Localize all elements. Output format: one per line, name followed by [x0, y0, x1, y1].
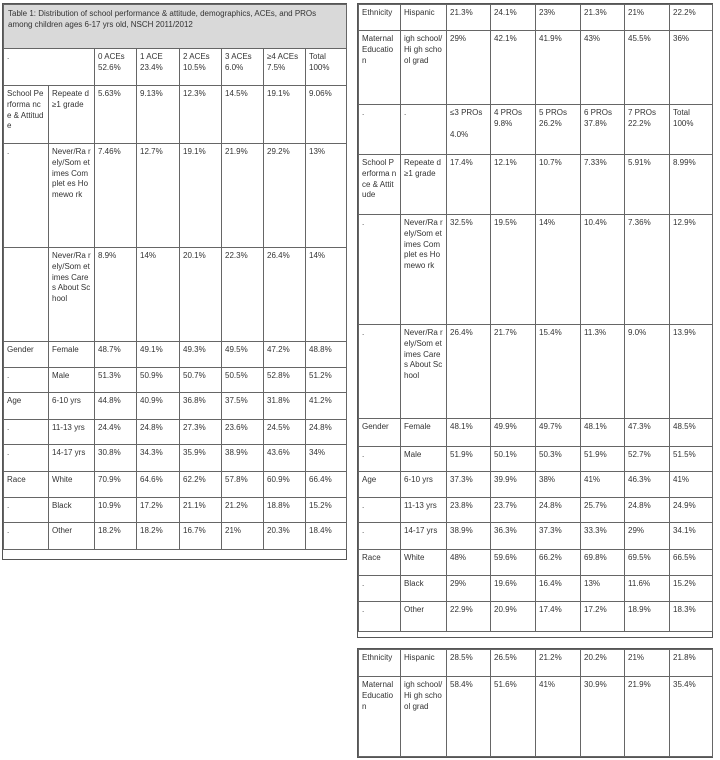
table-cell: 45.5% [625, 31, 670, 105]
table-cell: 41.9% [536, 31, 581, 105]
table-cell: 21.1% [180, 498, 222, 523]
table-cell: 36.8% [180, 393, 222, 420]
table-cell: 19.1% [180, 144, 222, 248]
table-cell: 13% [581, 576, 625, 602]
table-cell: 49.9% [491, 419, 536, 447]
table-cell: 24.4% [95, 420, 137, 445]
table-cell: 48.7% [95, 342, 137, 368]
table-cell: 21.8% [670, 650, 713, 677]
table-cell: 66.4% [306, 472, 347, 498]
row-group-label: . [359, 523, 401, 550]
table-cell: 7.36% [625, 215, 670, 325]
table-cell: 51.5% [670, 447, 713, 472]
row-group-label: . [4, 445, 49, 472]
table-cell: 28.5% [447, 650, 491, 677]
row-group-label: Gender [4, 342, 49, 368]
table-cell: 37.3% [536, 523, 581, 550]
row-group-label: . [4, 523, 49, 550]
table-cell: 69.5% [625, 550, 670, 576]
row-item-label: 11-13 yrs [401, 498, 447, 523]
table-cell: 51.2% [306, 368, 347, 393]
table-cell: 62.2% [180, 472, 222, 498]
table-cell: 23.7% [491, 498, 536, 523]
table-cell: 50.9% [137, 368, 180, 393]
table-row [4, 420, 347, 445]
row-group-label: Ethnicity [359, 5, 401, 31]
row-group-label: . [359, 498, 401, 523]
row-item-label: 6-10 yrs [401, 472, 447, 498]
ace-table [3, 4, 347, 550]
row-item-label: White [49, 472, 95, 498]
row-item-label: Female [49, 342, 95, 368]
header-col-5: Total 100% [670, 105, 713, 155]
row-item-label: Never/Ra rely/Som etimes Cares About School [49, 248, 95, 342]
table-cell: 12.1% [491, 155, 536, 215]
table-cell: 21.9% [222, 144, 264, 248]
table-cell: 51.6% [491, 677, 536, 757]
table-cell: 7.33% [581, 155, 625, 215]
table-cell: 21.9% [625, 677, 670, 757]
table-cell: 43% [581, 31, 625, 105]
table-cell: 38% [536, 472, 581, 498]
table-row [4, 393, 347, 420]
row-item-label: Repeate d ≥1 grade [49, 86, 95, 144]
table-cell: 24.8% [625, 498, 670, 523]
row-group-label: . [4, 368, 49, 393]
table-cell: 18.2% [137, 523, 180, 550]
header-col-1: 1 ACE 23.4% [137, 49, 180, 86]
table-cell: 20.9% [491, 602, 536, 632]
table-cell: 44.8% [95, 393, 137, 420]
table-cell: 29% [447, 31, 491, 105]
table-row [4, 86, 347, 144]
table-cell: 48.5% [670, 419, 713, 447]
header-col-4: 7 PROs 22.2% [625, 105, 670, 155]
table-cell: 8.99% [670, 155, 713, 215]
header-col-4: ≥4 ACEs 7.5% [264, 49, 306, 86]
table-cell: 24.8% [306, 420, 347, 445]
table-row [359, 155, 713, 215]
table-cell: 43.6% [264, 445, 306, 472]
table-cell: 23.8% [447, 498, 491, 523]
table-cell: 20.2% [581, 650, 625, 677]
table-cell: 38.9% [447, 523, 491, 550]
table-cell: 14% [306, 248, 347, 342]
table-cell: 48% [447, 550, 491, 576]
table-cell: 21.2% [222, 498, 264, 523]
row-group-label: . [359, 447, 401, 472]
table-cell: 10.7% [536, 155, 581, 215]
table-row [4, 368, 347, 393]
table-cell: 23.6% [222, 420, 264, 445]
table-cell: 50.1% [491, 447, 536, 472]
row-group-label: . [359, 325, 401, 419]
row-group-label: . [4, 498, 49, 523]
table-cell: 34.3% [137, 445, 180, 472]
header-col-5: Total 100% [306, 49, 347, 86]
table-cell: 21.3% [581, 5, 625, 31]
table-cell: 19.1% [264, 86, 306, 144]
header-col-1: 4 PROs 9.8% [491, 105, 536, 155]
table-cell: 20.1% [180, 248, 222, 342]
table-row [359, 447, 713, 472]
table-header-row [359, 105, 713, 155]
table-cell: 48.1% [447, 419, 491, 447]
row-item-label: igh school/Hi gh school grad [401, 31, 447, 105]
header-stub: . [359, 105, 401, 155]
table-row [4, 523, 347, 550]
header-stub-2: . [401, 105, 447, 155]
row-item-label: Never/Ra rely/Som etimes Cares About School [401, 325, 447, 419]
table-cell: 48.1% [581, 419, 625, 447]
table-cell: 41% [581, 472, 625, 498]
table-cell: 29.2% [264, 144, 306, 248]
table-cell: 66.2% [536, 550, 581, 576]
table-cell: 41% [670, 472, 713, 498]
table-row [359, 31, 713, 105]
table-cell: 23% [536, 5, 581, 31]
table-cell: 70.9% [95, 472, 137, 498]
table-cell: 12.7% [137, 144, 180, 248]
table-cell: 50.3% [536, 447, 581, 472]
row-item-label: Male [49, 368, 95, 393]
table-cell: 15.4% [536, 325, 581, 419]
table-cell: 69.8% [581, 550, 625, 576]
table-cell: 26.5% [491, 650, 536, 677]
row-item-label: Never/Ra rely/Som etimes Complet es Homewo rk [401, 215, 447, 325]
header-col-2: 5 PROs 26.2% [536, 105, 581, 155]
table-cell: 15.2% [306, 498, 347, 523]
row-group-label: . [359, 576, 401, 602]
table-cell: 50.5% [222, 368, 264, 393]
table-cell: 16.4% [536, 576, 581, 602]
table-cell: 18.8% [264, 498, 306, 523]
table-cell: 36% [670, 31, 713, 105]
table-cell: 12.3% [180, 86, 222, 144]
table-cell: 29% [625, 523, 670, 550]
header-col-0: 0 ACEs 52.6% [95, 49, 137, 86]
table-header-row [4, 49, 347, 86]
table-row [359, 5, 713, 31]
header-col-2: 2 ACEs 10.5% [180, 49, 222, 86]
table-row [4, 472, 347, 498]
table-caption: Table 1: Distribution of school performance & attitude, demographics, ACEs, and PROs among children ages 6-17 yrs old, NSCH 2011/2012 [4, 5, 347, 49]
table-cell: 14.5% [222, 86, 264, 144]
row-group-label: Age [359, 472, 401, 498]
row-item-label: Black [49, 498, 95, 523]
header-col-3: 6 PROs 37.8% [581, 105, 625, 155]
row-item-label: White [401, 550, 447, 576]
table-cell: 38.9% [222, 445, 264, 472]
row-group-label: . [359, 602, 401, 632]
header-stub: . [4, 49, 95, 86]
table-cell: 50.7% [180, 368, 222, 393]
table-row [359, 498, 713, 523]
row-group-label: . [4, 144, 49, 248]
table-cell: 14% [536, 215, 581, 325]
table-cell: 26.4% [447, 325, 491, 419]
row-group-label: School Performa nce & Attitude [359, 155, 401, 215]
table-cell: 35.9% [180, 445, 222, 472]
table-row [359, 325, 713, 419]
table-row [359, 419, 713, 447]
header-col-0: ≤3 PROs 4.0% [447, 105, 491, 155]
table-cell: 9.13% [137, 86, 180, 144]
row-item-label: Hispanic [401, 5, 447, 31]
header-col-3: 3 ACEs 6.0% [222, 49, 264, 86]
table-cell: 58.4% [447, 677, 491, 757]
row-item-label: Repeate d ≥1 grade [401, 155, 447, 215]
table-cell: 49.5% [222, 342, 264, 368]
table-cell: 10.4% [581, 215, 625, 325]
table-row [359, 650, 713, 677]
table-cell: 13.9% [670, 325, 713, 419]
row-group-label: Maternal Educatio n [359, 31, 401, 105]
table-cell: 7.46% [95, 144, 137, 248]
row-item-label: 11-13 yrs [49, 420, 95, 445]
table-cell: 21% [625, 5, 670, 31]
row-item-label: Male [401, 447, 447, 472]
table-cell: 37.3% [447, 472, 491, 498]
table-cell: 30.9% [581, 677, 625, 757]
table-cell: 25.7% [581, 498, 625, 523]
table-cell: 15.2% [670, 576, 713, 602]
table-cell: 18.2% [95, 523, 137, 550]
table-cell: 39.9% [491, 472, 536, 498]
table-row [4, 144, 347, 248]
table-cell: 8.9% [95, 248, 137, 342]
row-group-label [4, 248, 49, 342]
pro-table-continued [358, 649, 713, 757]
table-cell: 19.5% [491, 215, 536, 325]
table-cell: 48.8% [306, 342, 347, 368]
table-cell: 5.63% [95, 86, 137, 144]
table-cell: 24.9% [670, 498, 713, 523]
pro-table-panel [357, 3, 713, 638]
table-cell: 46.3% [625, 472, 670, 498]
table-cell: 34.1% [670, 523, 713, 550]
table-cell: 16.7% [180, 523, 222, 550]
row-group-label: Age [4, 393, 49, 420]
table-cell: 37.5% [222, 393, 264, 420]
table-cell: 66.5% [670, 550, 713, 576]
table-cell: 34% [306, 445, 347, 472]
row-item-label: Never/Ra rely/Som etimes Complet es Homewo rk [49, 144, 95, 248]
row-group-label: . [4, 420, 49, 445]
table-cell: 20.3% [264, 523, 306, 550]
table-row [359, 523, 713, 550]
table-cell: 24.1% [491, 5, 536, 31]
table-row [4, 248, 347, 342]
table-cell: 22.2% [670, 5, 713, 31]
table-cell: 24.8% [137, 420, 180, 445]
table-cell: 33.3% [581, 523, 625, 550]
table-cell: 42.1% [491, 31, 536, 105]
table-cell: 17.4% [447, 155, 491, 215]
pro-table-continued-panel [357, 648, 713, 758]
table-cell: 21.7% [491, 325, 536, 419]
table-row [359, 550, 713, 576]
row-item-label: igh school/Hi gh school grad [401, 677, 447, 757]
table-cell: 51.3% [95, 368, 137, 393]
table-cell: 49.3% [180, 342, 222, 368]
table-row [4, 445, 347, 472]
table-cell: 22.9% [447, 602, 491, 632]
table-cell: 21.3% [447, 5, 491, 31]
table-cell: 22.3% [222, 248, 264, 342]
table-row [359, 215, 713, 325]
table-cell: 41.2% [306, 393, 347, 420]
table-cell: 35.4% [670, 677, 713, 757]
row-group-label: Race [359, 550, 401, 576]
table-cell: 12.9% [670, 215, 713, 325]
table-cell: 51.9% [581, 447, 625, 472]
row-item-label: Other [49, 523, 95, 550]
table-cell: 60.9% [264, 472, 306, 498]
table-cell: 17.2% [137, 498, 180, 523]
table-cell: 26.4% [264, 248, 306, 342]
table-cell: 10.9% [95, 498, 137, 523]
table-cell: 14% [137, 248, 180, 342]
table-cell: 21.2% [536, 650, 581, 677]
table-cell: 52.8% [264, 368, 306, 393]
ace-table-panel [2, 3, 347, 560]
row-item-label: Black [401, 576, 447, 602]
row-group-label: Race [4, 472, 49, 498]
table-row [4, 342, 347, 368]
table-row [359, 472, 713, 498]
table-cell: 18.4% [306, 523, 347, 550]
table-cell: 24.5% [264, 420, 306, 445]
table-cell: 49.7% [536, 419, 581, 447]
row-group-label: Maternal Educatio n [359, 677, 401, 757]
row-group-label: School Performa nce & Attitude [4, 86, 49, 144]
table-cell: 32.5% [447, 215, 491, 325]
table-cell: 21% [222, 523, 264, 550]
table-cell: 52.7% [625, 447, 670, 472]
table-cell: 27.3% [180, 420, 222, 445]
table-row [359, 602, 713, 632]
table-cell: 21% [625, 650, 670, 677]
table-cell: 29% [447, 576, 491, 602]
table-cell: 40.9% [137, 393, 180, 420]
row-item-label: Hispanic [401, 650, 447, 677]
pro-table [358, 4, 713, 632]
table-cell: 41% [536, 677, 581, 757]
table-cell: 47.3% [625, 419, 670, 447]
row-group-label: . [359, 215, 401, 325]
table-row [4, 498, 347, 523]
table-cell: 11.3% [581, 325, 625, 419]
table-cell: 18.3% [670, 602, 713, 632]
table-cell: 51.9% [447, 447, 491, 472]
table-row [359, 576, 713, 602]
table-cell: 9.06% [306, 86, 347, 144]
row-item-label: Female [401, 419, 447, 447]
table-cell: 31.8% [264, 393, 306, 420]
table-cell: 17.2% [581, 602, 625, 632]
table-cell: 5.91% [625, 155, 670, 215]
row-item-label: 14-17 yrs [49, 445, 95, 472]
row-item-label: 14-17 yrs [401, 523, 447, 550]
table-cell: 17.4% [536, 602, 581, 632]
table-cell: 13% [306, 144, 347, 248]
table-cell: 59.6% [491, 550, 536, 576]
row-item-label: Other [401, 602, 447, 632]
row-item-label: 6-10 yrs [49, 393, 95, 420]
table-cell: 47.2% [264, 342, 306, 368]
table-row [359, 677, 713, 757]
table-cell: 18.9% [625, 602, 670, 632]
table-cell: 11.6% [625, 576, 670, 602]
table-cell: 9.0% [625, 325, 670, 419]
table-cell: 49.1% [137, 342, 180, 368]
table-cell: 64.6% [137, 472, 180, 498]
row-group-label: Ethnicity [359, 650, 401, 677]
table-cell: 36.3% [491, 523, 536, 550]
table-cell: 57.8% [222, 472, 264, 498]
table-cell: 30.8% [95, 445, 137, 472]
table-cell: 24.8% [536, 498, 581, 523]
table-cell: 19.6% [491, 576, 536, 602]
row-group-label: Gender [359, 419, 401, 447]
